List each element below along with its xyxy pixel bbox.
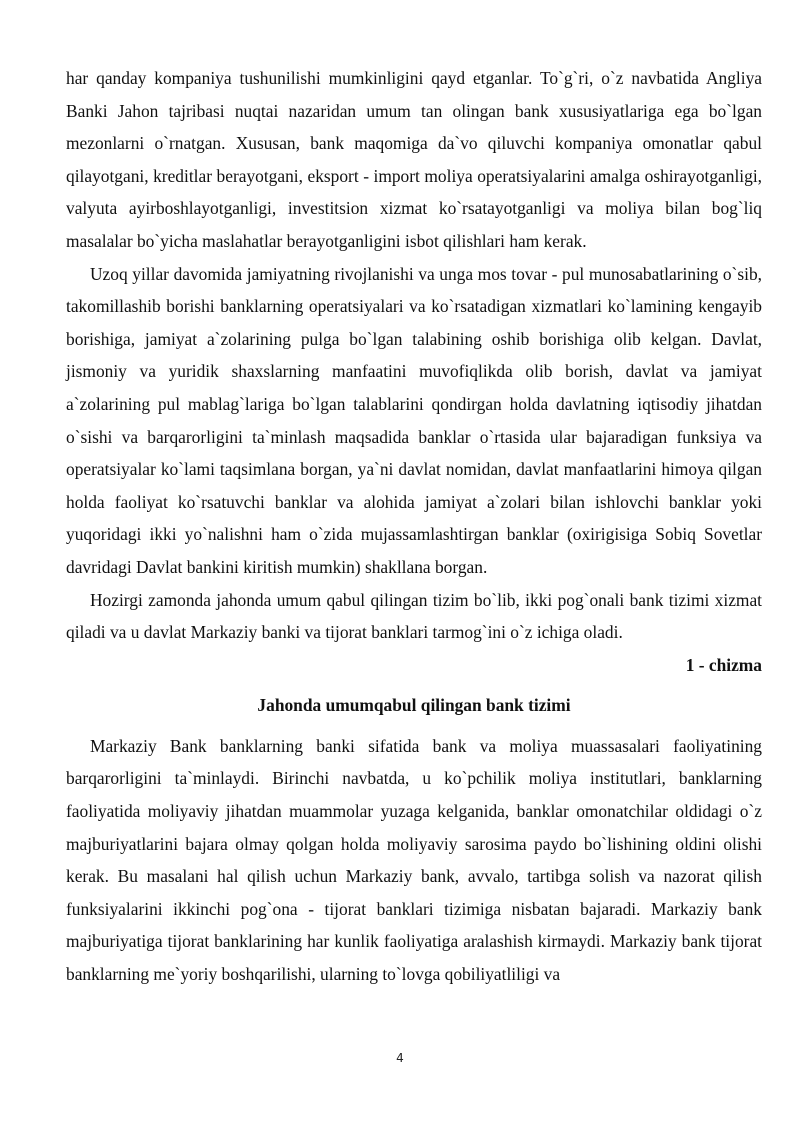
- paragraph-two-tier-system: Hozirgi zamonda jahonda umum qabul qilingan tizim bo`lib, ikki pog`onali bank tizimi xizmat qiladi va u davlat Markaziy banki va tijorat banklari tarmog`ini o`z ichiga oladi.: [66, 589, 762, 643]
- figure-label: 1 - chizma: [685, 654, 762, 675]
- page-number: 4: [396, 1051, 404, 1065]
- paragraph-central-bank: Markaziy Bank banklarning banki sifatida bank va moliya muassasalari faoliyatining barqarorligini ta`minlaydi. Birinchi navbatda, u ko`pchilik moliya institutlari, banklarning faoliyatida moliyaviy jihatdan muammolar yuzaga kelganida, banklar omonatchilar oldidagi o`z majburiyatlarini bajara olmay qolgan holda moliyaviy sarosima paydo bo`lishining oldini olishi kerak. Bu masalani hal qilish uchun Markaziy bank, avvalo, tartibga solish va nazorat qilish funksiyalarini ikkinchi pog`ona - tijorat banklari tizimiga nisbatan bajaradi. Markaziy bank majburiyatiga tijorat banklarining har kunlik faoliyatiga aralashish kirmaydi. Markaziy bank tijorat banklarning me`yoriy boshqarilishi, ularning to`lovga qobiliyatliligi va: [66, 735, 762, 985]
- paragraph-continuation: har qanday kompaniya tushunilishi mumkinligini qayd etganlar. To`g`ri, o`z navbatida Angliya Banki Jahon tajribasi nuqtai nazaridan umum tan olingan bank xususiyatlariga ega bo`lgan mezonlarni o`rnatgan. Xususan, bank maqomiga da`vo qiluvchi kompaniya omonatlar qabul qilayotgani, kreditlar berayotgani, eksport - import moliya operatsiyalarini amalga oshirayotganligi, valyuta ayirboshlayotganligi, investitsion xizmat ko`rsatayotganligi va moliya bilan bog`liq masalalar bo`yicha maslahatlar berayotganligini isbot qilishlari ham kerak.: [66, 68, 762, 251]
- paragraph-history: Uzoq yillar davomida jamiyatning rivojlanishi va unga mos tovar - pul munosabatlarining o`sib, takomillashib borishi banklarning operatsiyalari va ko`rsatadigan xizmatlari ko`lamining kengayib borishiga, jamiyat a`zolarining pulga bo`lgan talabining oshib borishiga olib kelgan. Davlat, jismoniy va yuridik shaxslarning manfaatini muvofiqlikda olib borish, davlat va jamiyat a`zolarining pul mablag`lariga bo`lgan talablarini qondirgan holda davlatning iqtisodiy jihatdan o`sishi va barqarorligini ta`minlash maqsadida banklar o`rtasida ular bajaradigan funksiya va operatsiyalar ko`lami taqsimlana borgan, ya`ni davlat nomidan, davlat manfaatlarini himoya qilgan holda faoliyat ko`rsatuvchi banklar va alohida jamiyat a`zolari bilan ishlovchi banklar yoki yuqoridagi ikki yo`nalishni ham o`zida mujassamlashtirgan banklar (oxirigisiga Sobiq Sovetlar davridagi Davlat bankini kiritish mumkin) shakllana borgan.: [66, 263, 762, 577]
- document-body: [66, 62, 762, 991]
- figure-title: Jahonda umumqabul qilingan bank tizimi: [257, 695, 571, 716]
